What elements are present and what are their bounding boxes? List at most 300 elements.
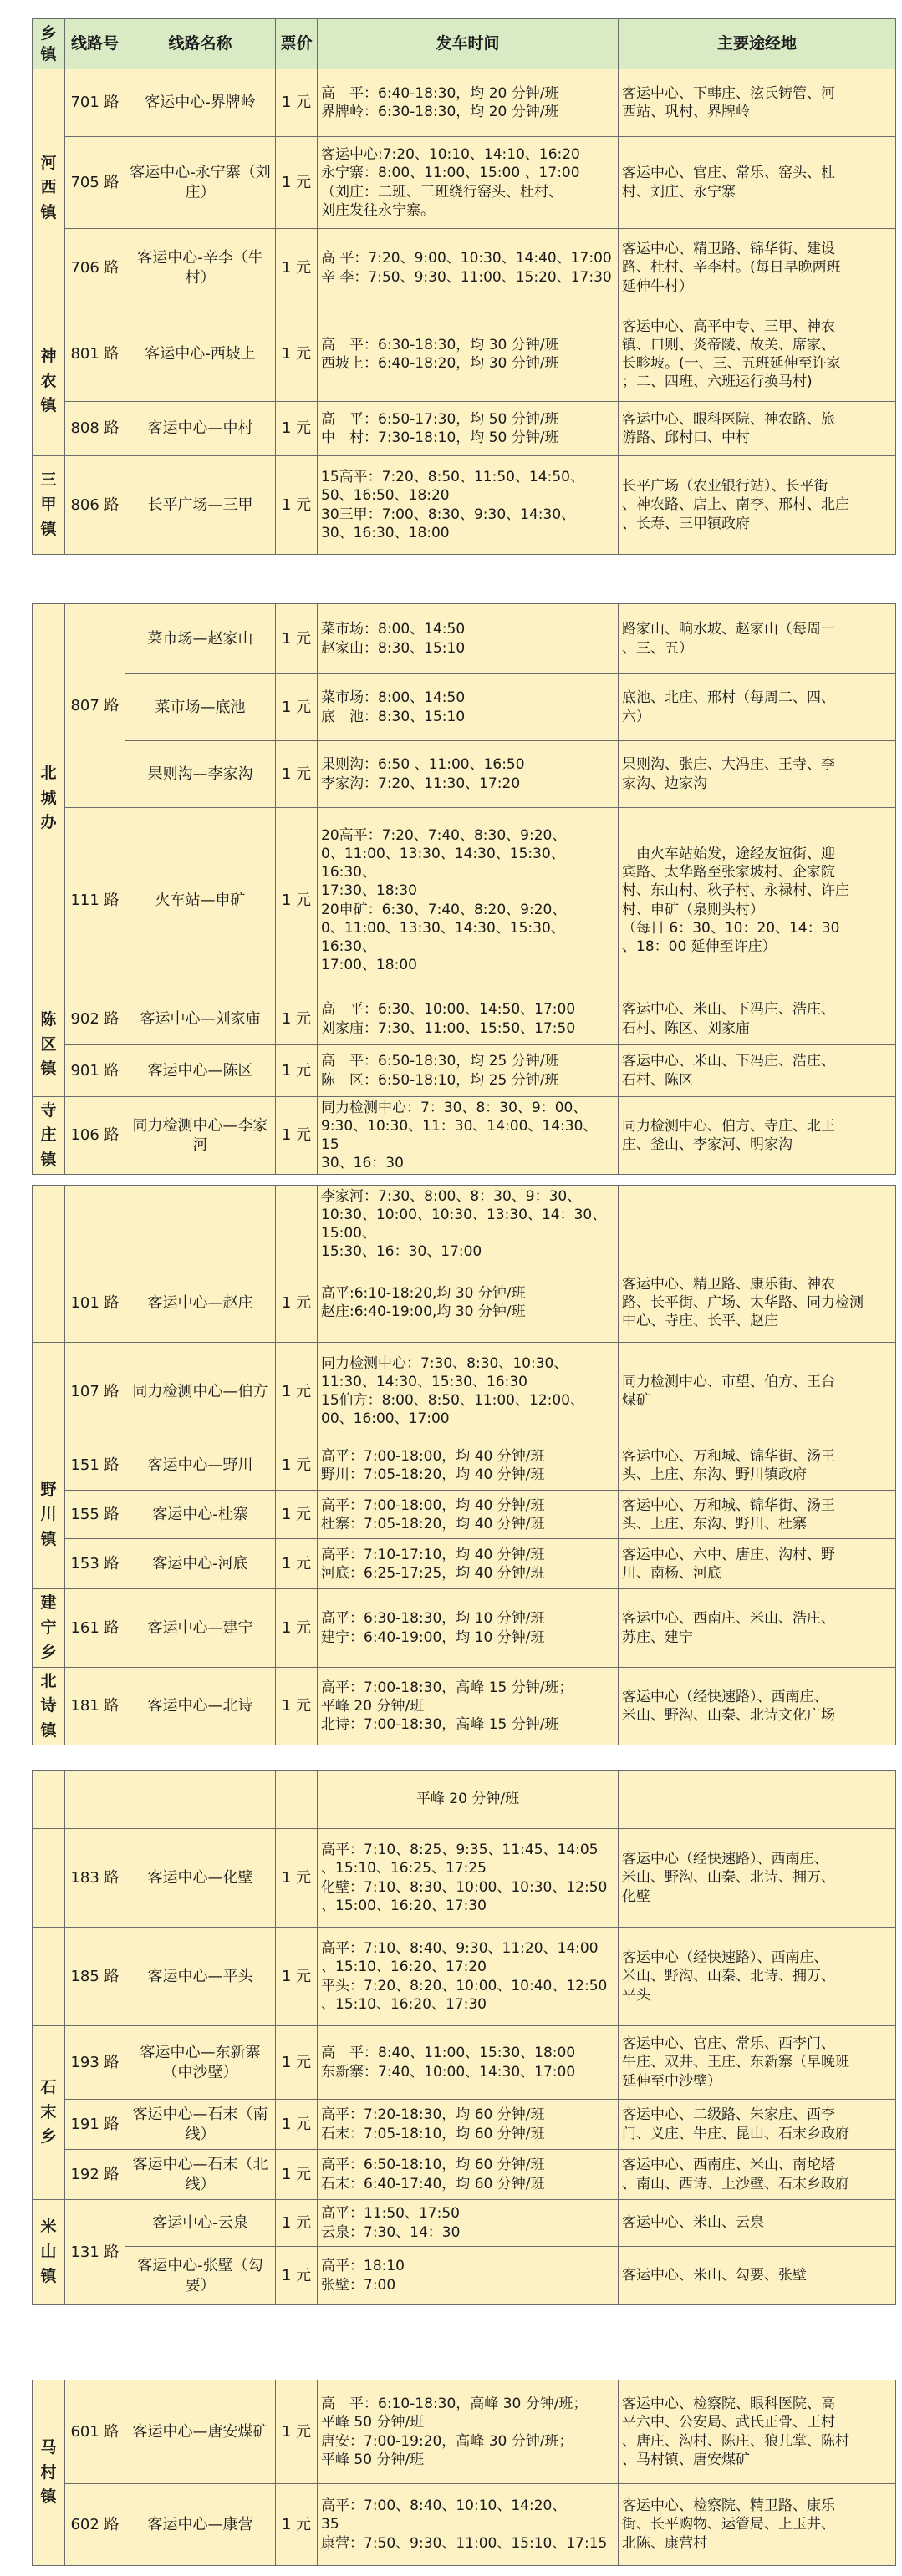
departure-times bbox=[318, 2380, 619, 2484]
time-line: 高平：7:10、8:40、9:30、11:20、14:00 bbox=[321, 1940, 599, 1958]
town-cell: 石末乡 bbox=[33, 2026, 65, 2200]
time-line: 17:00、18:00 bbox=[321, 956, 417, 973]
stops bbox=[619, 1539, 896, 1589]
time-line: 50、16:50、18:20 bbox=[321, 487, 450, 505]
route-number: 185 路 bbox=[65, 1928, 125, 2026]
table-row bbox=[33, 1829, 896, 1928]
stops-line: 客运中心、检察院、眼科医院、高 bbox=[622, 2396, 835, 2413]
stops-line: 客运中心、米山、下冯庄、浩庄、 bbox=[622, 1001, 835, 1019]
fare: 1 元 bbox=[276, 741, 318, 808]
section-5 bbox=[32, 2380, 895, 2566]
time-line: 35 bbox=[321, 2516, 339, 2533]
table-row bbox=[33, 1045, 896, 1097]
stops-line: ；二、四班、六班运行换马村) bbox=[622, 373, 813, 391]
route-name: 客运中心—石末（南线） bbox=[125, 2100, 276, 2150]
header-route-number: 线路号 bbox=[65, 19, 125, 69]
stops-line: 头、上庄、东沟、野川镇政府 bbox=[622, 1466, 807, 1483]
town-cell: 三甲镇 bbox=[33, 456, 65, 555]
stops-line: 客运中心、精卫路、锦华街、建设 bbox=[622, 241, 835, 258]
time-line: 高平：7:00、8:40、10:10、14:20、 bbox=[321, 2497, 567, 2515]
route-number: 706 路 bbox=[65, 229, 125, 307]
stops-line: 客运中心、西南庄、米山、南坨塔 bbox=[622, 2157, 835, 2174]
stops-line: 客运中心、万和城、锦华街、汤王 bbox=[622, 1496, 835, 1514]
time-line: 刘家庙：7:30、11:00、15:50、17:50 bbox=[321, 1019, 576, 1037]
fare: 1 元 bbox=[276, 137, 318, 229]
stops-line: 村、刘庄、永宁寨 bbox=[622, 183, 736, 201]
time-line: 高平:6:10-18:20,均 30 分钟/班 bbox=[321, 1285, 526, 1303]
time-line: 永宁寨：8:00、11:00、15:00 、17:00 bbox=[321, 165, 580, 182]
route-table-2 bbox=[32, 603, 896, 1175]
stops-line: 平头 bbox=[622, 1986, 650, 2004]
fare: 1 元 bbox=[276, 456, 318, 555]
route-name: 客运中心—平头 bbox=[125, 1928, 276, 2026]
route-name: 客运中心—刘家庙 bbox=[125, 993, 276, 1045]
stops-line: 路家山、响水坡、赵家山（每周一 bbox=[622, 621, 835, 638]
stops-line: 村、东山村、秋子村、永禄村、许庄 bbox=[622, 882, 849, 900]
stops-line: （每日 6：30、10：20、14：30 bbox=[622, 919, 840, 937]
stops-line: 客运中心（经快速路）、西南庄、 bbox=[622, 1851, 828, 1868]
time-line: 高平：7:10-17:10，均 40 分钟/班 bbox=[321, 1546, 545, 1563]
route-name: 客运中心—东新寨（中沙壁） bbox=[125, 2026, 276, 2100]
town-cell: 马村镇 bbox=[33, 2380, 65, 2566]
table-row bbox=[33, 604, 896, 674]
route-number: 155 路 bbox=[65, 1491, 125, 1539]
table-row bbox=[33, 1440, 896, 1491]
stops bbox=[619, 1440, 896, 1491]
header-departure-time: 发车时间 bbox=[318, 19, 619, 69]
fare: 1 元 bbox=[276, 2484, 318, 2566]
fare: 1 元 bbox=[276, 993, 318, 1045]
section-2 bbox=[32, 603, 895, 1175]
route-name: 客运中心—野川 bbox=[125, 1440, 276, 1491]
time-line: 17:30、18:30 bbox=[321, 882, 417, 900]
stops-line: 煤矿 bbox=[622, 1392, 650, 1410]
stops bbox=[619, 1343, 896, 1440]
time-line: 高 平：7:20、9:00、10:30、14:40、17:00 bbox=[321, 250, 612, 267]
time-line: 高 平：6:30、10:00、14:50、17:00 bbox=[321, 1001, 576, 1019]
stops bbox=[619, 1829, 896, 1928]
route-name: 客运中心-张壁（勾要） bbox=[125, 2247, 276, 2305]
route-name: 客运中心—石末（北线） bbox=[125, 2150, 276, 2200]
stops-line: 底池、北庄、邢村（每周二、四、 bbox=[622, 689, 835, 707]
stops-line: 、马村镇、唐安煤矿 bbox=[622, 2451, 750, 2468]
route-number: 181 路 bbox=[65, 1667, 125, 1745]
departure-times bbox=[318, 402, 619, 456]
stops bbox=[619, 229, 896, 307]
time-line: 陈 区：6:50-18:10，均 25 分钟/班 bbox=[321, 1071, 559, 1089]
stops-line: 苏庄、建宁 bbox=[622, 1628, 693, 1646]
time-line: 石末：6:40-17:40，均 60 分钟/班 bbox=[321, 2175, 545, 2192]
stops bbox=[619, 69, 896, 137]
departure-times bbox=[318, 808, 619, 993]
time-line: 赵家山：8:30、15:10 bbox=[321, 639, 466, 657]
time-line: 高平：7:00-18:00，均 40 分钟/班 bbox=[321, 1496, 545, 1514]
stops-line: 长平广场（农业银行站）、长平街 bbox=[622, 478, 828, 495]
departure-times bbox=[318, 2150, 619, 2200]
time-line: 0、11:00、13:30、14:30、15:30、16:30、 bbox=[321, 846, 565, 882]
fare: 1 元 bbox=[276, 229, 318, 307]
time-line: 0、11:00、13:30、14:30、15:30、16:30、 bbox=[321, 919, 565, 955]
fare: 1 元 bbox=[276, 1343, 318, 1440]
time-line: 赵庄:6:40-19:00,均 30 分钟/班 bbox=[321, 1303, 526, 1321]
route-number bbox=[65, 1186, 125, 1263]
stops-line: 西站、巩村、界牌岭 bbox=[622, 104, 750, 120]
table-row bbox=[33, 1263, 896, 1343]
time-line: （刘庄：二班、三班绕行窑头、杜村、 bbox=[321, 183, 563, 201]
stops-line: 客运中心、二级路、朱家庄、西李 bbox=[622, 2106, 835, 2124]
time-line: 底 池：8:30、15:10 bbox=[321, 708, 466, 725]
time-line: 15伯方：8:00、8:50、11:00、12:00、 bbox=[321, 1392, 584, 1410]
stops-line: 客运中心、官庄、常乐、窑头、杜 bbox=[622, 165, 835, 182]
route-name: 客运中心—建宁 bbox=[125, 1589, 276, 1667]
table-row bbox=[33, 1771, 896, 1829]
town-cell: 北城办 bbox=[33, 604, 65, 993]
stops bbox=[619, 1771, 896, 1829]
departure-times bbox=[318, 2484, 619, 2566]
route-number: 107 路 bbox=[65, 1343, 125, 1440]
time-line: 河底：6:25-17:25，均 40 分钟/班 bbox=[321, 1564, 545, 1582]
time-line: 高 平：6:50-17:30，均 50 分钟/班 bbox=[321, 410, 559, 428]
departure-times bbox=[318, 993, 619, 1045]
time-line: 30、16:30、18:00 bbox=[321, 524, 450, 541]
route-name: 客运中心-辛李（牛村） bbox=[125, 229, 276, 307]
table-row bbox=[33, 1667, 896, 1745]
stops-line: 客运中心、万和城、锦华街、汤王 bbox=[622, 1447, 835, 1465]
fare: 1 元 bbox=[276, 2026, 318, 2100]
time-line: 建宁：6:40-19:00，均 10 分钟/班 bbox=[321, 1628, 545, 1646]
departure-times bbox=[318, 69, 619, 137]
route-name: 长平广场—三甲 bbox=[125, 456, 276, 555]
fare: 1 元 bbox=[276, 2200, 318, 2247]
stops-line: 北陈、康营村 bbox=[622, 2534, 707, 2552]
fare: 1 元 bbox=[276, 69, 318, 137]
stops-line: 、南山、西诗、上沙壁、石末乡政府 bbox=[622, 2175, 849, 2192]
table-row bbox=[33, 456, 896, 555]
fare: 1 元 bbox=[276, 1667, 318, 1745]
fare: 1 元 bbox=[276, 1097, 318, 1175]
time-line: 野川：7:05-18:20，均 40 分钟/班 bbox=[321, 1466, 545, 1483]
departure-times bbox=[318, 1186, 619, 1263]
route-number: 191 路 bbox=[65, 2100, 125, 2150]
time-line: 高平：7:00-18:30，高峰 15 分钟/班； bbox=[321, 1679, 573, 1696]
stops-line: 客运中心、米山、下冯庄、浩庄、 bbox=[622, 1053, 835, 1070]
stops bbox=[619, 1667, 896, 1745]
town-cell: 北诗镇 bbox=[33, 1667, 65, 1745]
departure-times bbox=[318, 1589, 619, 1667]
time-line: 辛 李：7:50、9:30、11:00、15:20、17:30 bbox=[321, 268, 612, 286]
route-table-5 bbox=[32, 2380, 896, 2566]
stops-line: 街、长平购物、运管局、上玉井、 bbox=[622, 2516, 835, 2533]
route-number: 131 路 bbox=[65, 2200, 125, 2305]
table-row bbox=[33, 229, 896, 307]
stops-line: 石村、陈区、刘家庙 bbox=[622, 1019, 750, 1037]
departure-times bbox=[318, 1539, 619, 1589]
route-name bbox=[125, 1771, 276, 1829]
stops-line: 化壁 bbox=[622, 1888, 650, 1905]
fare: 1 元 bbox=[276, 1829, 318, 1928]
route-number: 601 路 bbox=[65, 2380, 125, 2484]
table-row bbox=[33, 674, 896, 741]
header-row bbox=[33, 19, 896, 69]
time-line: 菜市场：8:00、14:50 bbox=[321, 621, 466, 638]
time-line: 化壁：7:10、8:30、10:00、10:30、12:50 bbox=[321, 1878, 608, 1896]
header-route-name: 线路名称 bbox=[125, 19, 276, 69]
stops bbox=[619, 1045, 896, 1097]
stops bbox=[619, 402, 896, 456]
route-name: 客运中心—赵庄 bbox=[125, 1263, 276, 1343]
route-number: 111 路 bbox=[65, 808, 125, 993]
departure-times bbox=[318, 1491, 619, 1539]
route-number: 192 路 bbox=[65, 2150, 125, 2200]
route-table-1 bbox=[32, 18, 896, 555]
time-line: 高 平：8:40、11:00、15:30、18:00 bbox=[321, 2045, 576, 2062]
stops bbox=[619, 1491, 896, 1539]
time-line: 15高平：7:20、8:50、11:50、14:50、 bbox=[321, 469, 584, 486]
departure-times bbox=[318, 137, 619, 229]
route-number: 806 路 bbox=[65, 456, 125, 555]
route-number: 602 路 bbox=[65, 2484, 125, 2566]
time-line: 平峰 20 分钟/班 bbox=[415, 1791, 520, 1808]
time-line: 高平：6:30-18:30，均 10 分钟/班 bbox=[321, 1610, 545, 1628]
stops-line: 客运中心、下韩庄、泫氏铸管、河 bbox=[622, 84, 835, 102]
route-number: 801 路 bbox=[65, 307, 125, 402]
departure-times bbox=[318, 1829, 619, 1928]
table-row bbox=[33, 2150, 896, 2200]
town-cell bbox=[33, 1186, 65, 1263]
stops-line: 果则沟、张庄、大冯庄、王寺、李 bbox=[622, 756, 835, 774]
stops-line: 延伸至中沙壁） bbox=[622, 2072, 721, 2090]
stops-line: 宾路、太华路至张家坡村、企家院 bbox=[622, 864, 835, 882]
route-table-4 bbox=[32, 1770, 896, 2305]
fare: 1 元 bbox=[276, 2100, 318, 2150]
time-line: 高平：7:20-18:30，均 60 分钟/班 bbox=[321, 2106, 545, 2124]
table-row bbox=[33, 808, 896, 993]
time-line: 刘庄发往永宁寨。 bbox=[321, 201, 435, 219]
time-line: 康营：7:50、9:30、11:00、15:10、17:15 bbox=[321, 2534, 608, 2552]
stops-line: 中心、寺庄、长平、赵庄 bbox=[622, 1313, 778, 1330]
table-row bbox=[33, 993, 896, 1045]
fare: 1 元 bbox=[276, 2247, 318, 2305]
stops-line: 、18：00 延伸至许庄） bbox=[622, 937, 777, 955]
route-name: 菜市场—赵家山 bbox=[125, 604, 276, 674]
stops bbox=[619, 604, 896, 674]
town-cell: 建宁乡 bbox=[33, 1589, 65, 1667]
stops-line: 六） bbox=[622, 708, 650, 725]
stops-line: 路、杜村、辛李村。(每日早晚两班 bbox=[622, 259, 841, 277]
stops bbox=[619, 993, 896, 1045]
departure-times bbox=[318, 456, 619, 555]
stops bbox=[619, 307, 896, 402]
stops bbox=[619, 1928, 896, 2026]
stops-line: 米山、野沟、山秦、北诗、拥万、 bbox=[622, 1869, 835, 1887]
time-line: 00、16:00、17:00 bbox=[321, 1410, 450, 1428]
time-line: 30三甲：7:00、8:30、9:30、14:30、 bbox=[321, 506, 576, 523]
fare: 1 元 bbox=[276, 307, 318, 402]
fare: 1 元 bbox=[276, 604, 318, 674]
time-line: 李家河：7:30、8:00、8：30、9：30、 bbox=[321, 1188, 582, 1205]
departure-times bbox=[318, 1771, 619, 1829]
route-name: 同力检测中心—李家河 bbox=[125, 1097, 276, 1175]
stops-line: 客运中心、西南庄、米山、浩庄、 bbox=[622, 1610, 835, 1628]
time-line: 高平：6:50-18:10，均 60 分钟/班 bbox=[321, 2157, 545, 2174]
stops-line: 长畛坡。(一、三、五班延伸至许家 bbox=[622, 355, 841, 372]
time-line: 高 平：6:10-18:30，高峰 30 分钟/班； bbox=[321, 2396, 588, 2413]
fare: 1 元 bbox=[276, 674, 318, 741]
fare: 1 元 bbox=[276, 1928, 318, 2026]
time-line: 北诗：7:00-18:30，高峰 15 分钟/班 bbox=[321, 1715, 559, 1733]
route-number: 701 路 bbox=[65, 69, 125, 137]
departure-times bbox=[318, 2200, 619, 2247]
stops bbox=[619, 2484, 896, 2566]
stops bbox=[619, 1263, 896, 1343]
section-3 bbox=[32, 1185, 895, 1745]
departure-times bbox=[318, 2026, 619, 2100]
stops bbox=[619, 1186, 896, 1263]
time-line: 杜寨：7:05-18:20，均 40 分钟/班 bbox=[321, 1515, 545, 1532]
departure-times bbox=[318, 1440, 619, 1491]
departure-times bbox=[318, 1045, 619, 1097]
stops-line: 、神农路、店上、南李、邢村、北庄 bbox=[622, 496, 849, 514]
stops bbox=[619, 2100, 896, 2150]
table-row bbox=[33, 1186, 896, 1263]
time-line: 高平：7:00-18:00，均 40 分钟/班 bbox=[321, 1447, 545, 1465]
stops bbox=[619, 2247, 896, 2305]
time-line: 石末：7:05-18:10，均 60 分钟/班 bbox=[321, 2125, 545, 2142]
town-cell: 米山镇 bbox=[33, 2200, 65, 2305]
stops-line: 门、义庄、牛庄、昆山、石末乡政府 bbox=[622, 2125, 849, 2142]
route-name bbox=[125, 1186, 276, 1263]
time-line: 同力检测中心：7:30、8:30、10:30、 bbox=[321, 1355, 568, 1373]
stops-line: 石村、陈区 bbox=[622, 1071, 693, 1089]
time-line: 高 平：6:50-18:30，均 25 分钟/班 bbox=[321, 1053, 559, 1070]
route-name: 客运中心-杜寨 bbox=[125, 1491, 276, 1539]
route-name: 客运中心-界牌岭 bbox=[125, 69, 276, 137]
route-number: 807 路 bbox=[65, 604, 125, 808]
time-line: 李家沟：7:20、11:30、17:20 bbox=[321, 775, 521, 792]
route-name: 客运中心-西坡上 bbox=[125, 307, 276, 402]
time-line: 张壁：7:00 bbox=[321, 2276, 396, 2294]
time-line: 高平：7:10、8:25、9:35、11:45、14:05 bbox=[321, 1842, 599, 1859]
departure-times bbox=[318, 1343, 619, 1440]
town-cell bbox=[33, 1771, 65, 1829]
departure-times bbox=[318, 2100, 619, 2150]
stops bbox=[619, 1097, 896, 1175]
header-town: 乡镇 bbox=[33, 19, 65, 69]
departure-times bbox=[318, 741, 619, 808]
table-row bbox=[33, 1589, 896, 1667]
route-name: 客运中心—北诗 bbox=[125, 1667, 276, 1745]
departure-times bbox=[318, 2247, 619, 2305]
section-4 bbox=[32, 1770, 895, 2305]
route-name: 客运中心—唐安煤矿 bbox=[125, 2380, 276, 2484]
stops-line: 客运中心、检察院、精卫路、康乐 bbox=[622, 2497, 835, 2515]
stops bbox=[619, 2026, 896, 2100]
stops bbox=[619, 741, 896, 808]
route-number: 183 路 bbox=[65, 1829, 125, 1928]
stops-line: 客运中心、六中、唐庄、沟村、野 bbox=[622, 1546, 835, 1563]
table-row bbox=[33, 2100, 896, 2150]
town-cell bbox=[33, 1829, 65, 1928]
table-row bbox=[33, 2200, 896, 2247]
stops bbox=[619, 674, 896, 741]
route-number: 151 路 bbox=[65, 1440, 125, 1491]
stops-line: 平六中、公安局、武氏正骨、王村 bbox=[622, 2414, 835, 2431]
time-line: 菜市场：8:00、14:50 bbox=[321, 689, 466, 707]
stops bbox=[619, 137, 896, 229]
time-line: 9:30、10:30、11：30、14:00、14:30、15 bbox=[321, 1118, 598, 1154]
time-line: 果则沟：6:50 、11:00、16:50 bbox=[321, 756, 525, 774]
stops bbox=[619, 1589, 896, 1667]
fare: 1 元 bbox=[276, 2380, 318, 2484]
fare: 1 元 bbox=[276, 1589, 318, 1667]
stops-line: 米山、野沟、山秦、北诗文化广场 bbox=[622, 1706, 835, 1724]
departure-times bbox=[318, 604, 619, 674]
time-line: 高 平：6:40-18:30，均 20 分钟/班 bbox=[321, 84, 559, 102]
stops-line: 川、南杨、河底 bbox=[622, 1564, 721, 1582]
time-line: 、15:10、16:20、17:30 bbox=[321, 1995, 487, 2013]
time-line: 东新寨：7:40、10:00、14:30、17:00 bbox=[321, 2063, 576, 2081]
town-cell: 陈区镇 bbox=[33, 993, 65, 1097]
time-line: 20申矿：6:30、7:40、8:20、9:20、 bbox=[321, 901, 567, 918]
town-cell bbox=[33, 1343, 65, 1440]
table-row bbox=[33, 402, 896, 456]
table-row bbox=[33, 1928, 896, 2026]
table-row bbox=[33, 307, 896, 402]
time-line: 同力检测中心：7：30、8：30、9：00、 bbox=[321, 1100, 588, 1116]
town-cell bbox=[33, 1928, 65, 2026]
time-line: 平峰 20 分钟/班 bbox=[321, 1697, 425, 1715]
fare: 1 元 bbox=[276, 1539, 318, 1589]
section-1 bbox=[32, 18, 895, 555]
route-name: 客运中心-云泉 bbox=[125, 2200, 276, 2247]
town-cell: 野川镇 bbox=[33, 1440, 65, 1589]
stops-line: 、长寿、三甲镇政府 bbox=[622, 515, 750, 532]
route-name: 客运中心—中村 bbox=[125, 402, 276, 456]
stops-line: 庄、釜山、李家河、明家沟 bbox=[622, 1136, 792, 1154]
route-number: 101 路 bbox=[65, 1263, 125, 1343]
time-line: 30、16：30 bbox=[321, 1155, 404, 1172]
route-number: 901 路 bbox=[65, 1045, 125, 1097]
time-line: 高平：18:10 bbox=[321, 2258, 405, 2275]
route-number: 161 路 bbox=[65, 1589, 125, 1667]
time-line: 高 平：6:30-18:30，均 30 分钟/班 bbox=[321, 336, 559, 353]
route-name: 客运中心—陈区 bbox=[125, 1045, 276, 1097]
time-line: 西坡上：6:40-18:20，均 30 分钟/班 bbox=[321, 355, 559, 372]
departure-times bbox=[318, 229, 619, 307]
time-line: 唐安：7:00-19:20，高峰 30 分钟/班； bbox=[321, 2432, 573, 2450]
stops-line: 家沟、边家沟 bbox=[622, 775, 707, 792]
route-number: 902 路 bbox=[65, 993, 125, 1045]
table-row bbox=[33, 1097, 896, 1175]
stops-line: 游路、邱村口、中村 bbox=[622, 429, 750, 446]
stops bbox=[619, 456, 896, 555]
route-name: 客运中心—康营 bbox=[125, 2484, 276, 2566]
stops-line: 延伸牛村） bbox=[622, 277, 693, 295]
town-cell: 寺庄镇 bbox=[33, 1097, 65, 1175]
stops-line: 路、长平街、广场、太华路、同力检测 bbox=[622, 1294, 864, 1312]
stops bbox=[619, 808, 896, 993]
table-row bbox=[33, 2026, 896, 2100]
time-line: 平头：7:20、8:20、10:00、10:40、12:50 bbox=[321, 1977, 608, 1994]
table-row bbox=[33, 2247, 896, 2305]
route-number: 106 路 bbox=[65, 1097, 125, 1175]
header-main-stops: 主要途经地 bbox=[619, 19, 896, 69]
time-line: 中 村：7:30-18:10，均 50 分钟/班 bbox=[321, 429, 559, 446]
stops bbox=[619, 2200, 896, 2247]
time-line: 11:30、14:30、15:30、16:30 bbox=[321, 1374, 527, 1391]
time-line: 客运中心:7:20、10:10、14:10、16:20 bbox=[321, 146, 580, 164]
time-line: 、15:10、16:20、17:20 bbox=[321, 1959, 487, 1976]
